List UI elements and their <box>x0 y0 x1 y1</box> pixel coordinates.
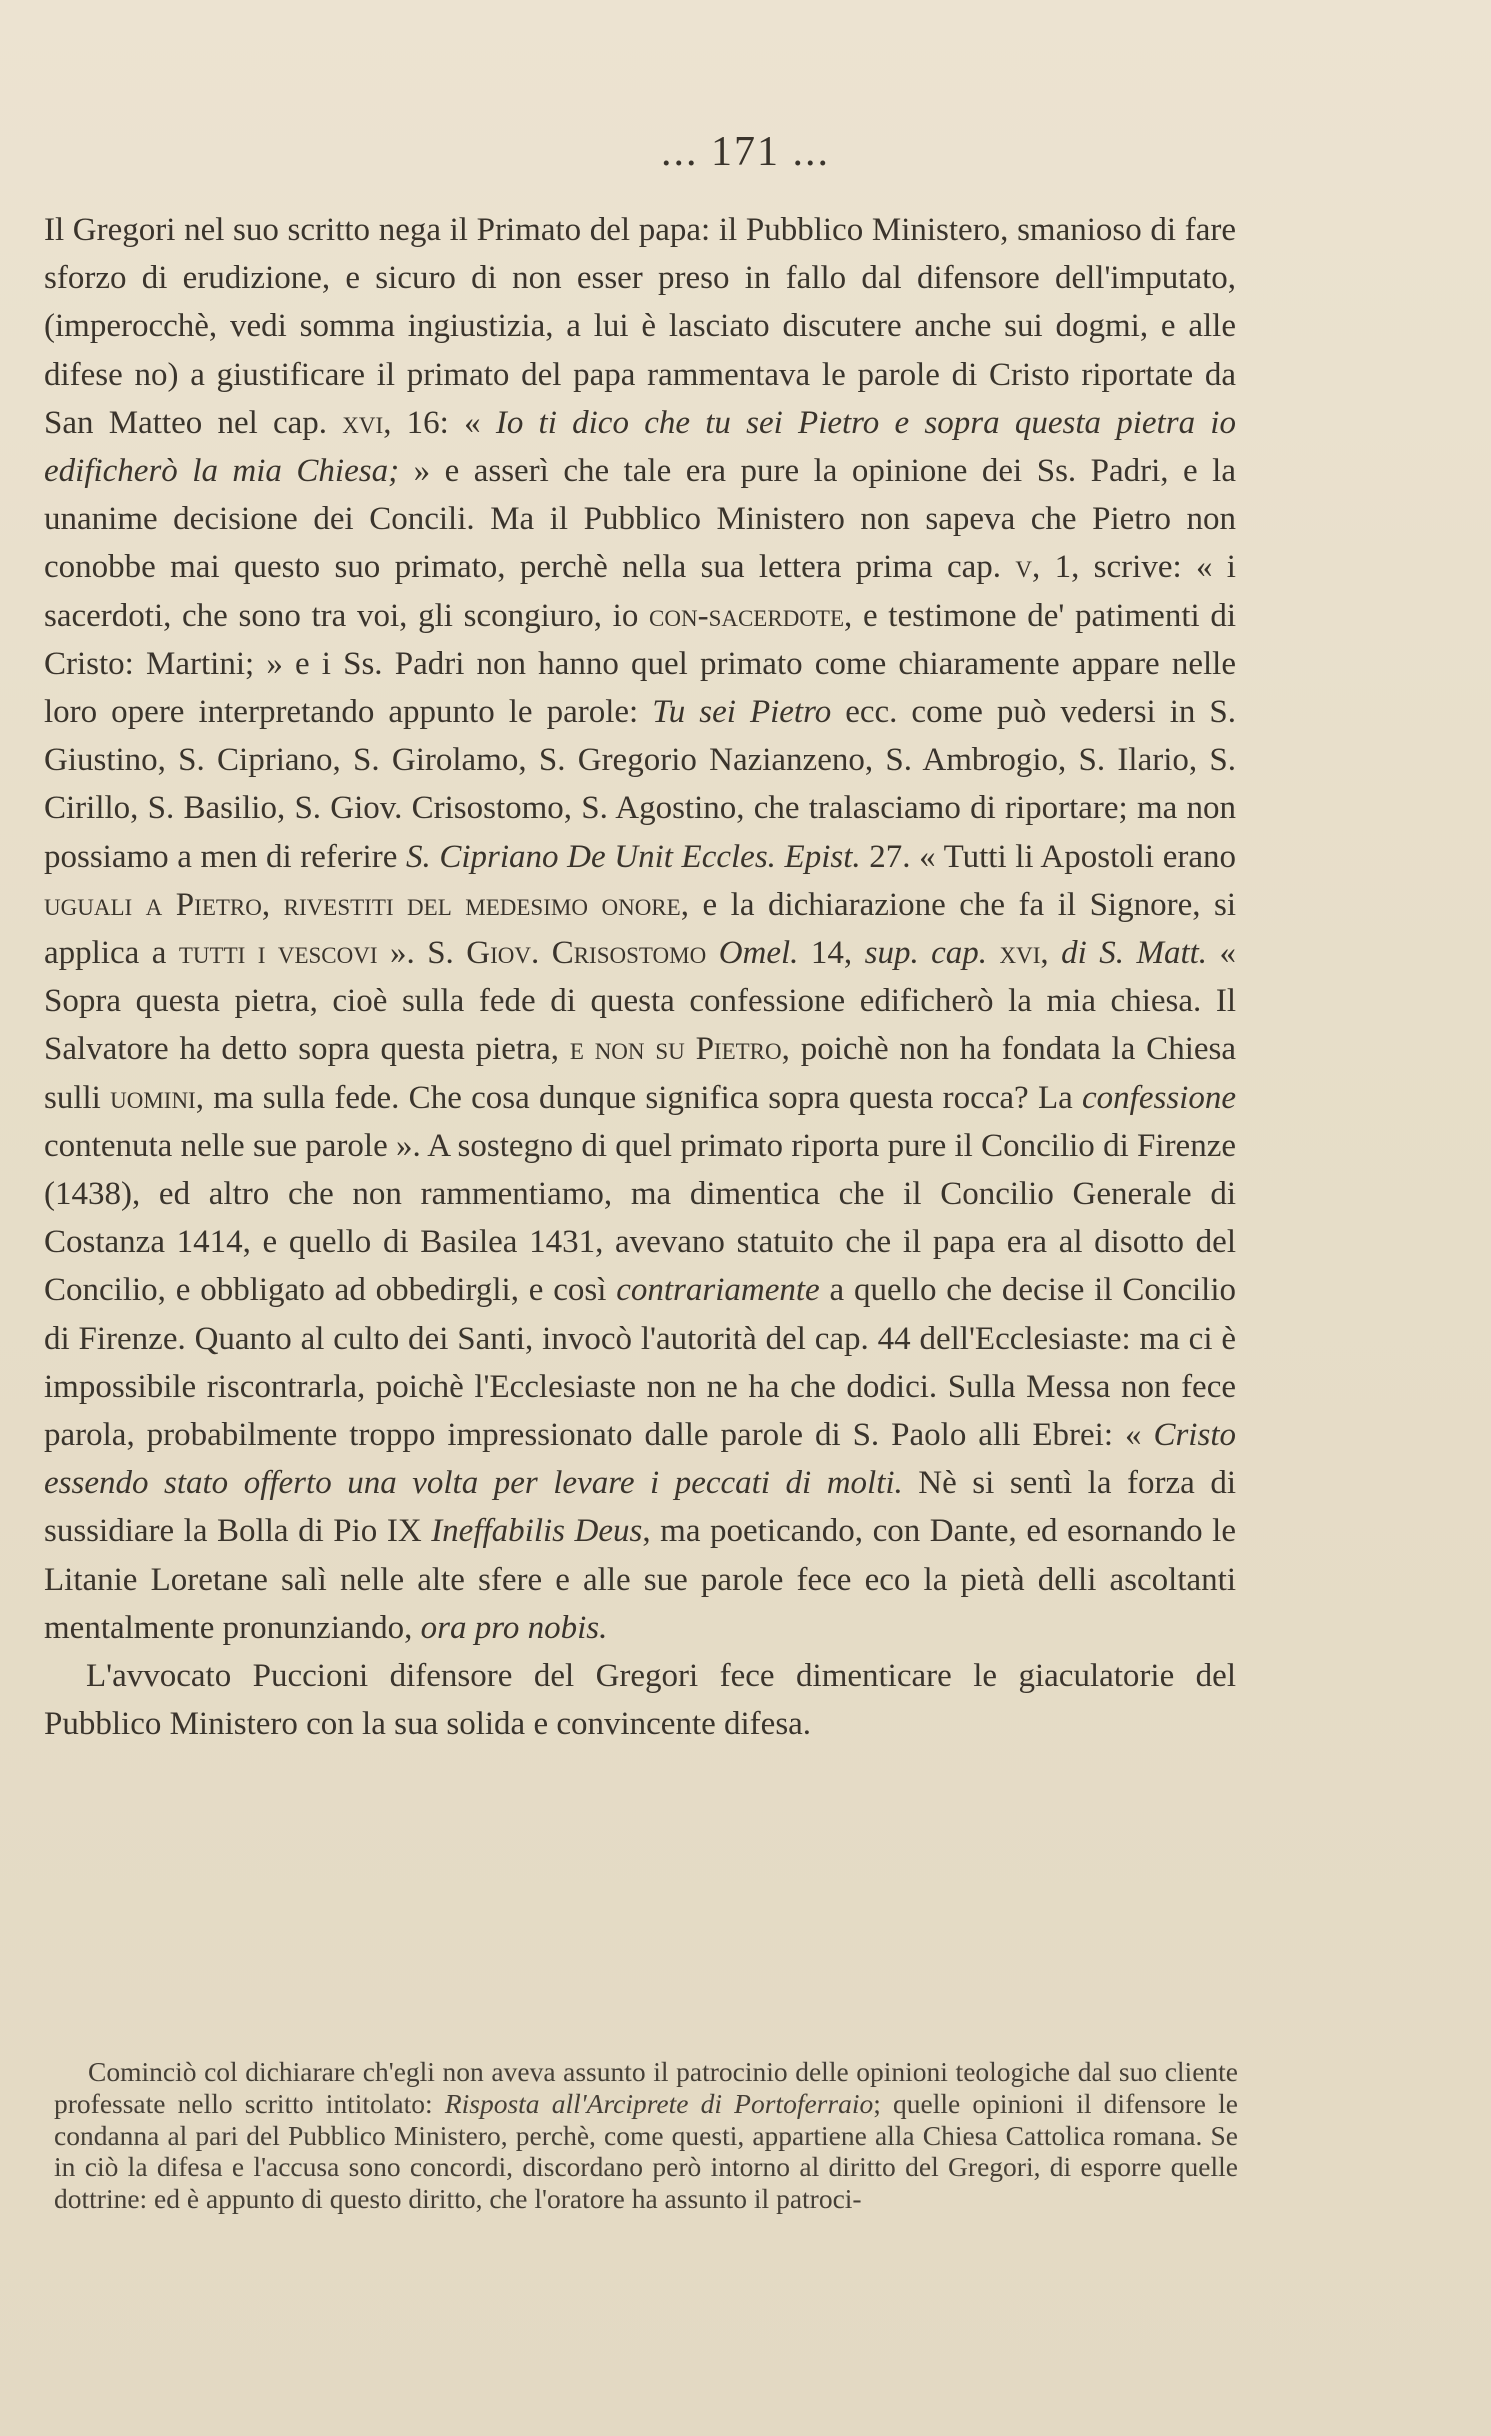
text-run: , 16: « <box>383 404 496 441</box>
italic-run: Tu sei Pietro <box>652 694 832 731</box>
text-run: a quello che decise il Concilio di Firenze. Quanto al culto dei Santi, invocò l'autorità del cap. 44 dell'Ecclesiaste: ma ci è impossibile riscontrarla, poichè l'Ecclesiaste non ne ha che dodici. Sulla Messa non fece parola, probabilmente troppo impressionato dalle parole di S. Paolo alli Ebrei: « <box>44 1272 1236 1454</box>
text-run <box>706 935 718 971</box>
italic-run: di S. Matt. <box>1061 935 1208 972</box>
small-caps-run: Giov. Crisostomo <box>466 935 707 972</box>
small-caps-run: rivestiti del medesimo onore <box>283 886 681 923</box>
small-caps-run: con-sacerdote <box>649 597 845 634</box>
paragraph-primato <box>44 206 1236 1652</box>
main-text <box>44 206 1236 1749</box>
small-caps-run: xvi <box>342 404 384 441</box>
small-caps-run: v <box>1015 549 1032 586</box>
footnote <box>54 2056 1238 2215</box>
small-caps-run: uguali a Pietro <box>44 886 262 923</box>
italic-run: sup. cap. <box>864 935 988 972</box>
small-caps-run: xvi <box>999 935 1041 972</box>
text-run: « Sopra questa pietra, cioè sulla fede di questa confessione edificherò la mia chiesa. Il Salvatore ha detto sopra questa pietra, <box>44 935 1237 1068</box>
text-run: Cominciò col dichiarare ch'egli non aveva assunto il patrocinio delle opinioni teologiche dal suo cliente professate nello scritto intitolato: <box>54 2056 1238 2119</box>
text-run: , e la dichiarazione che fa il Signore, si applica a <box>44 886 1237 972</box>
text-run: , <box>1040 935 1062 972</box>
text-run: , <box>261 886 284 923</box>
italic-run: Cristo essendo stato offerto una volta per levare i peccati di molti. <box>44 1417 1236 1502</box>
italic-run: Io ti dico che tu sei Pietro e sopra questa pietra io edificherò la mia Chiesa; <box>44 404 1236 490</box>
italic-run: Omel. <box>718 935 799 972</box>
page-number: ... 171 ... <box>661 129 830 175</box>
text-run: ». S. <box>377 935 467 972</box>
paragraph-puccioni: L'avvocato Puccioni difensore del Gregori fece dimenticare le giaculatorie del Pubblico Ministero con la sua solida e convincente difesa. <box>44 1658 1236 1743</box>
italic-run: Risposta all'Arciprete di Portoferraio <box>444 2087 874 2119</box>
text-run: , ma sulla fede. Che cosa dunque significa sopra questa rocca? La <box>195 1079 1083 1116</box>
small-caps-run: tutti i vescovi <box>178 935 378 972</box>
italic-run: ora pro nobis. <box>420 1609 608 1646</box>
text-run: 14, <box>798 935 865 972</box>
text-run: » e asserì che tale era pure la opinione dei Ss. Padri, e la unanime decisione dei Concili. Ma il Pubblico Ministero non sapeva che Pietro non conobbe mai questo suo primato, perchè nella sua lettera prima cap. <box>44 453 1236 586</box>
small-caps-run: e non su Pietro <box>569 1031 782 1068</box>
text-run: , e testimone de' patimenti di Cristo: Martini; » e i Ss. Padri non hanno quel primato come chiaramente appare nelle loro opere interpretando appunto le parole: <box>44 597 1237 731</box>
text-run <box>987 935 999 971</box>
text-run: contenuta nelle sue parole ». A sostegno di quel primato riporta pure il Concilio di Firenze (1438), ed altro che non rammentiamo, ma dimentica che il Concilio Generale di Costanza 1414, e quello di Basilea 1431, avevano statuito che il papa era al disotto del Concilio, e obbligato ad obbedirgli, e così <box>44 1127 1236 1309</box>
text-run: , ma poeticando, con Dante, ed esornando le Litanie Loretane salì nelle alte sfere e alle sue parole fece eco la pietà delli ascoltanti mentalmente pronunziando, <box>44 1513 1236 1646</box>
text-run: ecc. come può vedersi in S. Giustino, S. Cipriano, S. Girolamo, S. Gregorio Nazianzeno, S. Ambrogio, S. Ilario, S. Cirillo, S. Basilio, S. Giov. Crisostomo, S. Agostino, che tralasciamo di riportare; ma non possiamo a men di referire <box>44 694 1237 875</box>
text-run: Il Gregori nel suo scritto nega il Primato del papa: il Pubblico Ministero, smanioso di fare sforzo di erudizione, e sicuro di non esser preso in fallo dal difensore dell'imputato, (imperocchè, vedi somma ingiustizia, a lui è lasciato discutere anche sui dogmi, e alle difese no) a giustificare il primato del papa rammentava le parole di Cristo riportate da San Matteo nel cap. <box>44 212 1236 441</box>
text-run: , poichè non ha fondata la Chiesa sulli <box>44 1031 1237 1116</box>
text-run: ; quelle opinioni il difensore le condanna al pari del Pubblico Ministero, perchè, come questi, appartiene alla Chiesa Cattolica romana. Se in ciò la difesa e l'accusa sono concordi, discordano però intorno al diritto del Gregori, di esporre quelle dottrine: ed è appunto di questo diritto, che l'oratore ha assunto il patroci- <box>54 2087 1239 2215</box>
italic-run: Ineffabilis Deus <box>431 1513 643 1550</box>
text-run: 27. « Tutti li Apostoli erano <box>860 838 1236 875</box>
italic-run: confessione <box>1082 1079 1236 1116</box>
italic-run: S. Cipriano De Unit Eccles. Epist. <box>405 838 861 875</box>
text-run: , 1, scrive: « i sacerdoti, che sono tra voi, gli scongiuro, io <box>44 549 1236 634</box>
text-run: Nè si sentì la forza di sussidiare la Bolla di Pio IX <box>44 1465 1236 1550</box>
italic-run: contrariamente <box>616 1272 820 1309</box>
small-caps-run: uomini <box>110 1079 196 1116</box>
